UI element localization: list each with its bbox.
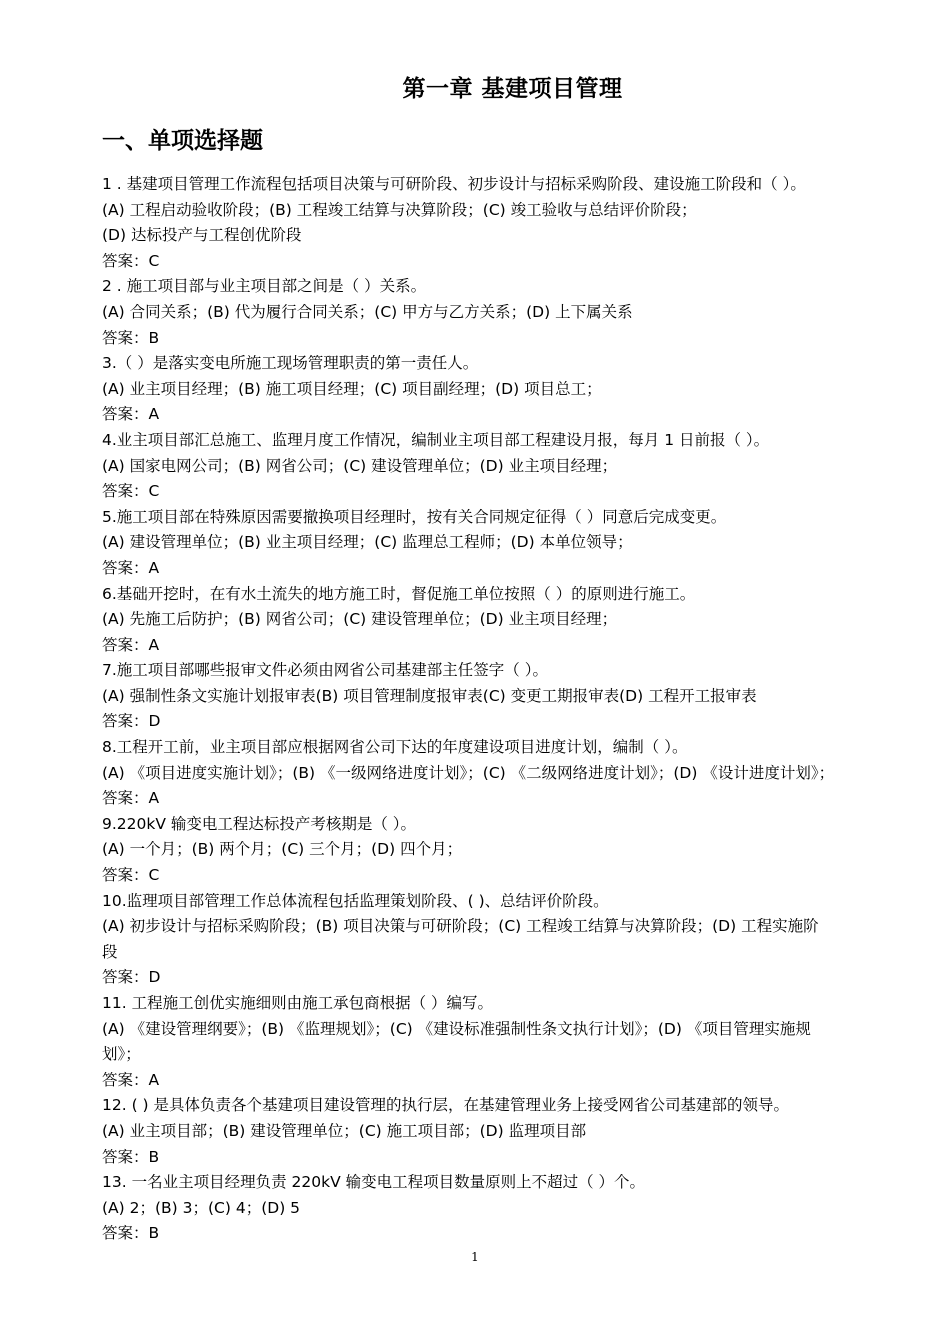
text-line: (A) 国家电网公司；(B) 网省公司；(C) 建设管理单位；(D) 业主项目经理； (102, 456, 618, 475)
text-line: (A) 业主项目部；(B) 建设管理单位；(C) 施工项目部；(D) 监理项目部 (102, 1121, 587, 1140)
text-line: (A) 《项目进度实施计划》；(B) 《一级网络进度计划》；(C) 《二级网络进度计划》；(D) 《设计进度计划》； (102, 763, 835, 782)
text-line: 答案：C (102, 251, 160, 270)
text-line: 8.工程开工前，业主项目部应根据网省公司下达的年度建设项目进度计划，编制（ ）。 (102, 738, 688, 757)
text-line: 答案：B (102, 1224, 160, 1243)
text-line: 5.施工项目部在特殊原因需要撤换项目经理时，按有关合同规定征得（ ）同意后完成变更。 (102, 507, 727, 526)
text-line: 1 . 基建项目管理工作流程包括项目决策与可研阶段、初步设计与招标采购阶段、建设施工阶段和（ ）。 (102, 175, 806, 193)
text-line: 答案：B (102, 1147, 160, 1166)
text-line: (A) 强制性条文实施计划报审表(B) 项目管理制度报审表(C) 变更工期报审表(D) 工程开工报审表 (102, 686, 757, 705)
text-line: 9.220kV 输变电工程达标投产考核期是（ ）。 (102, 814, 417, 833)
text-line: 7.施工项目部哪些报审文件必须由网省公司基建部主任签字（ ）。 (102, 661, 548, 680)
text-line: (A) 初步设计与招标采购阶段；(B) 项目决策与可研阶段；(C) 工程竣工结算与决算阶段；(D) 工程实施阶 (102, 917, 819, 936)
text-line: 2 . 施工项目部与业主项目部之间是（ ）关系。 (102, 277, 427, 296)
text-line: 6.基础开挖时，在有水土流失的地方施工时，督促施工单位按照（ ）的原则进行施工。 (102, 584, 696, 603)
text-line: 4.业主项目部汇总施工、监理月度工作情况，编制业主项目部工程建设月报，每月 1 日前报（ ）。 (102, 430, 770, 449)
text-line: 划》； (102, 1045, 141, 1064)
text-line: (A) 《建设管理纲要》；(B) 《监理规划》；(C) 《建设标准强制性条文执行计划》；(D) 《项目管理实施规 (102, 1019, 811, 1038)
chapter-title: 第一章 基建项目管理 (402, 76, 623, 102)
text-line: 答案：B (102, 328, 160, 347)
text-line: 段 (102, 942, 118, 961)
text-line: (A) 业主项目经理；(B) 施工项目经理；(C) 项目副经理；(D) 项目总工； (102, 379, 602, 398)
section-title: 一、单项选择题 (102, 128, 263, 154)
text-line: 答案：C (102, 866, 160, 885)
page-number: 1 (471, 1250, 479, 1264)
text-line: (A) 建设管理单位；(B) 业主项目经理；(C) 监理总工程师；(D) 本单位领导； (102, 533, 633, 552)
text-line: 答案：A (102, 558, 160, 577)
text-line: (A) 工程启动验收阶段；(B) 工程竣工结算与决算阶段；(C) 竣工验收与总结评价阶段； (102, 200, 697, 219)
text-line: (A) 合同关系；(B) 代为履行合同关系；(C) 甲方与乙方关系；(D) 上下属关系 (102, 302, 633, 321)
text-line: 答案：A (102, 789, 160, 808)
text-line: 答案：D (102, 968, 161, 987)
text-line: 12. ( ) 是具体负责各个基建项目建设管理的执行层，在基建管理业务上接受网省公司基建部的领导。 (102, 1096, 790, 1115)
text-line: 答案：D (102, 712, 161, 731)
text-line: 答案：A (102, 405, 160, 424)
text-line: 答案：A (102, 635, 160, 654)
text-line: 答案：C (102, 482, 160, 501)
text-line: (A) 一个月；(B) 两个月；(C) 三个月；(D) 四个月； (102, 840, 463, 859)
text-line: 10.监理项目部管理工作总体流程包括监理策划阶段、( )、总结评价阶段。 (102, 891, 609, 910)
text-line: 11. 工程施工创优实施细则由施工承包商根据（ ）编写。 (102, 994, 494, 1012)
text-line: 答案：A (102, 1070, 160, 1089)
text-line: (A) 2；(B) 3；(C) 4；(D) 5 (102, 1198, 301, 1217)
question-list (102, 172, 880, 1247)
text-line: (A) 先施工后防护；(B) 网省公司；(C) 建设管理单位；(D) 业主项目经理； (102, 610, 618, 629)
text-line: 3.（ ）是落实变电所施工现场管理职责的第一责任人。 (102, 354, 479, 373)
text-line: 13. 一名业主项目经理负责 220kV 输变电工程项目数量原则上不超过（ ）个。 (102, 1173, 646, 1192)
text-line: (D) 达标投产与工程创优阶段 (102, 226, 302, 245)
